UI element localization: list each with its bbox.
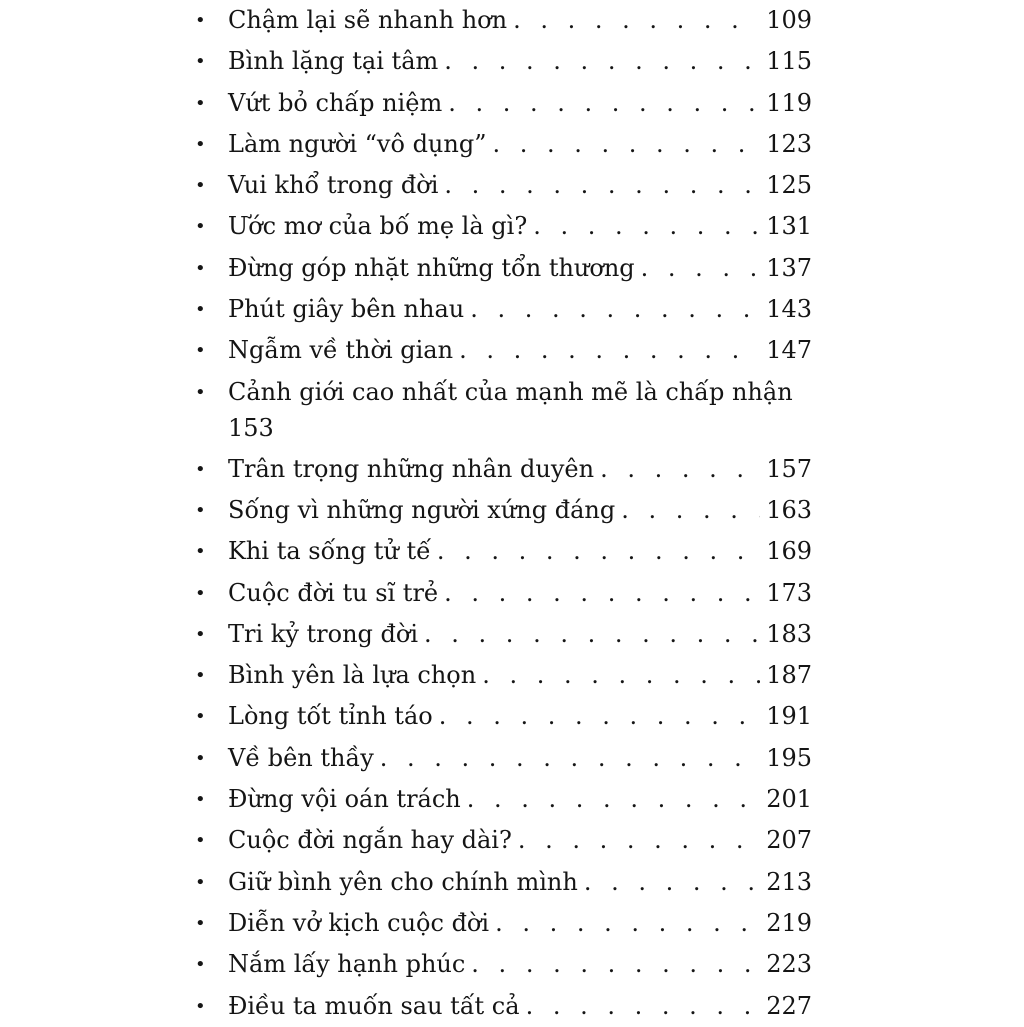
toc-row <box>228 248 812 289</box>
toc-title: Tri kỷ trong đời <box>228 619 419 648</box>
toc-title: Phút giây bên nhau <box>228 295 465 324</box>
dot-leader <box>513 0 760 41</box>
toc-entry <box>190 531 812 572</box>
toc-page-number: 137 <box>766 253 812 282</box>
dot-leader <box>518 820 760 861</box>
toc-entry <box>190 449 812 490</box>
toc-row <box>228 573 812 614</box>
toc-title: Đừng vội oán trách <box>228 785 461 814</box>
toc-entry <box>190 820 812 861</box>
toc-page-number: 183 <box>766 619 812 648</box>
toc-row <box>228 124 812 165</box>
toc-title: Vui khổ trong đời <box>228 171 439 200</box>
bullet-icon: • <box>195 623 206 645</box>
toc-page-number: 147 <box>766 336 812 365</box>
toc-title: Diễn vở kịch cuộc đời <box>228 908 490 937</box>
toc-row <box>228 449 812 490</box>
toc-entry <box>190 655 812 696</box>
toc-entry <box>190 289 812 330</box>
dot-leader <box>424 614 760 655</box>
toc-entry <box>190 738 812 779</box>
toc-page-number: 173 <box>766 578 812 607</box>
toc-title: Điều ta muốn sau tất cả <box>228 991 520 1020</box>
dot-leader <box>492 124 760 165</box>
toc-row <box>228 944 812 985</box>
bullet-icon: • <box>195 216 206 238</box>
toc-entry <box>190 124 812 165</box>
dot-leader <box>482 655 760 696</box>
bullet-icon: • <box>195 665 206 687</box>
dot-leader <box>584 862 760 903</box>
dot-leader <box>439 696 760 737</box>
toc-entry <box>190 490 812 531</box>
dot-leader <box>471 944 760 985</box>
dot-leader <box>380 738 760 779</box>
bullet-icon: • <box>195 10 206 31</box>
toc-page-number: 125 <box>766 171 812 200</box>
toc-entry <box>190 372 812 449</box>
bullet-icon: • <box>195 541 206 563</box>
toc-entry <box>190 779 812 820</box>
toc-title: Nắm lấy hạnh phúc <box>228 950 466 979</box>
bullet-icon: • <box>195 499 206 521</box>
toc-title: Về bên thầy <box>228 743 374 772</box>
toc-row <box>228 83 812 124</box>
toc-title: Giữ bình yên cho chính mình <box>228 867 578 896</box>
toc-entry <box>190 206 812 247</box>
bullet-icon: • <box>195 92 206 114</box>
toc-entry <box>190 986 812 1027</box>
toc-page-number: 119 <box>766 88 812 117</box>
toc-row <box>228 820 812 861</box>
toc-title: Ngẫm về thời gian <box>228 336 454 365</box>
dot-leader <box>444 573 760 614</box>
dot-leader <box>621 490 760 531</box>
toc-page-number: 163 <box>766 495 812 524</box>
toc-row <box>228 330 812 371</box>
bullet-icon: • <box>195 954 206 976</box>
table-of-contents <box>190 0 812 1027</box>
toc-row <box>228 614 812 655</box>
toc-title: Chậm lại sẽ nhanh hơn <box>228 6 508 34</box>
toc-title: Cuộc đời ngắn hay dài? <box>228 826 512 855</box>
toc-page-number: 187 <box>766 661 812 690</box>
bullet-icon: • <box>195 789 206 811</box>
bullet-icon: • <box>195 340 206 362</box>
toc-entry <box>190 248 812 289</box>
bullet-icon: • <box>195 582 206 604</box>
toc-row <box>228 696 812 737</box>
toc-row <box>228 779 812 820</box>
toc-row <box>228 986 812 1027</box>
bullet-icon: • <box>195 747 206 769</box>
toc-entry <box>190 41 812 82</box>
toc-title: Cảnh giới cao nhất của mạnh mẽ là chấp nhận <box>228 377 793 406</box>
toc-title: Ước mơ của bố mẹ là gì? <box>228 212 528 241</box>
dot-leader <box>526 986 761 1027</box>
toc-row <box>228 206 812 247</box>
toc-title: Vứt bỏ chấp niệm <box>228 88 443 117</box>
bullet-icon: • <box>195 257 206 279</box>
toc-row <box>228 0 812 41</box>
dot-leader <box>600 449 760 490</box>
toc-entry <box>190 83 812 124</box>
toc-entry <box>190 944 812 985</box>
toc-row <box>228 903 812 944</box>
bullet-icon: • <box>195 51 206 73</box>
toc-page-number: 201 <box>766 785 812 814</box>
toc-title: Đừng góp nhặt những tổn thương <box>228 253 635 282</box>
toc-title: Khi ta sống tử tế <box>228 537 431 566</box>
toc-entry <box>190 330 812 371</box>
dot-leader <box>459 330 760 371</box>
dot-leader <box>444 165 760 206</box>
toc-entry <box>190 903 812 944</box>
toc-page-number: 157 <box>766 454 812 483</box>
toc-page-number: 219 <box>766 908 812 937</box>
toc-row <box>228 655 812 696</box>
toc-title: Cuộc đời tu sĩ trẻ <box>228 578 439 607</box>
toc-page-number: 191 <box>766 702 812 731</box>
toc-page-number: 143 <box>766 295 812 324</box>
toc-row <box>228 289 812 330</box>
toc-page-number: 131 <box>766 212 812 241</box>
dot-leader <box>641 248 761 289</box>
bullet-icon: • <box>195 912 206 934</box>
dot-leader <box>533 206 760 247</box>
bullet-icon: • <box>195 871 206 893</box>
toc-page-number: 115 <box>766 47 812 76</box>
toc-entry <box>190 696 812 737</box>
toc-page-number: 123 <box>766 129 812 158</box>
toc-page-number: 223 <box>766 950 812 979</box>
toc-page-number: 169 <box>766 537 812 566</box>
toc-row <box>228 41 812 82</box>
toc-row <box>228 490 812 531</box>
toc-entry <box>190 165 812 206</box>
toc-page-number: 109 <box>766 6 812 34</box>
dot-leader <box>437 531 760 572</box>
bullet-icon: • <box>195 381 206 403</box>
toc-title: Trân trọng những nhân duyên <box>228 454 595 483</box>
toc-row <box>228 738 812 779</box>
toc-page-number: 195 <box>766 743 812 772</box>
dot-leader <box>448 83 760 124</box>
toc-page-number: 227 <box>766 991 812 1020</box>
bullet-icon: • <box>195 995 206 1017</box>
bullet-icon: • <box>195 133 206 155</box>
bullet-icon: • <box>195 458 206 480</box>
toc-entry <box>190 862 812 903</box>
toc-title: Bình yên là lựa chọn <box>228 661 477 690</box>
toc-entry <box>190 573 812 614</box>
toc-entry <box>190 0 812 41</box>
dot-leader <box>467 779 760 820</box>
toc-page-number: 207 <box>766 826 812 855</box>
toc-entry <box>190 614 812 655</box>
dot-leader <box>444 41 760 82</box>
bullet-icon: • <box>195 706 206 728</box>
toc-title: Bình lặng tại tâm <box>228 47 439 76</box>
toc-title: Làm người “vô dụng” <box>228 129 487 158</box>
bullet-icon: • <box>195 830 206 852</box>
dot-leader <box>470 289 760 330</box>
toc-page-number: 153 <box>228 413 274 442</box>
toc-row <box>228 531 812 572</box>
bullet-icon: • <box>195 299 206 321</box>
toc-row <box>228 374 812 446</box>
bullet-icon: • <box>195 175 206 197</box>
toc-row <box>228 165 812 206</box>
toc-row <box>228 862 812 903</box>
toc-title: Sống vì những người xứng đáng <box>228 495 616 524</box>
toc-title: Lòng tốt tỉnh táo <box>228 702 433 731</box>
toc-page-number: 213 <box>766 867 812 896</box>
dot-leader <box>495 903 760 944</box>
